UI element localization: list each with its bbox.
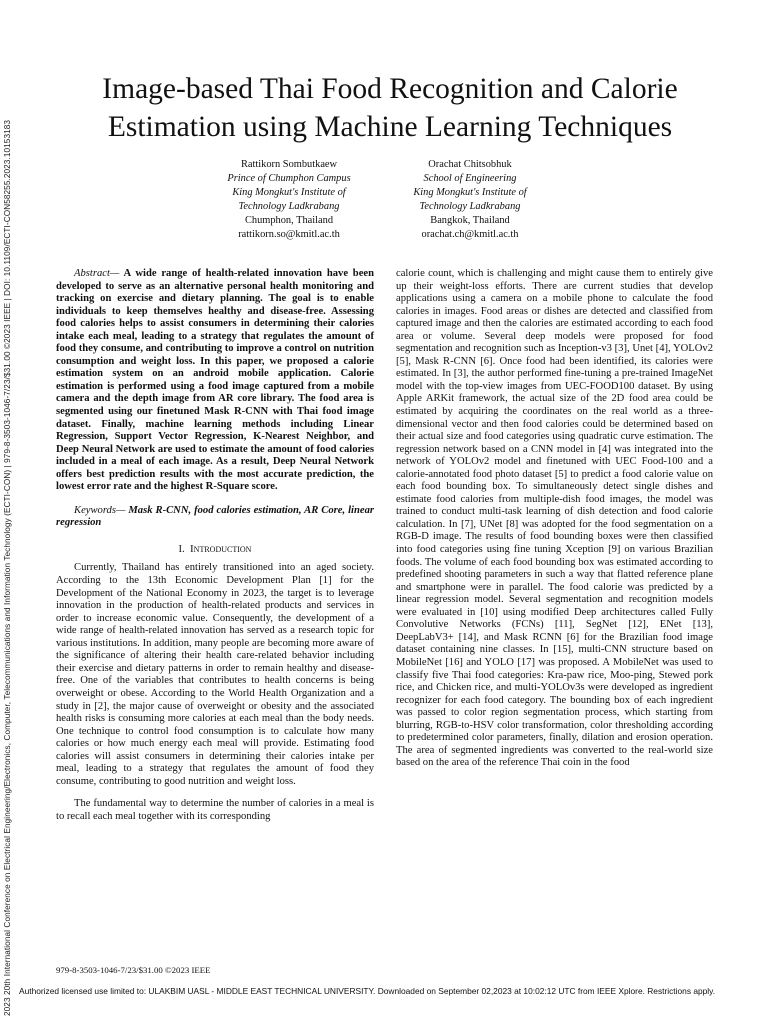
license-footer: Authorized licensed use limited to: ULAKBIM UASL - MIDDLE EAST TECHNICAL UNIVERSITY. Downloaded on September 02,2023 at 10:02:12 UTC from IEEE Xplore. Restrictions apply. [19, 986, 716, 996]
left-column [56, 268, 374, 823]
title-line-1: Image-based Thai Food Recognition and Calorie [102, 73, 678, 105]
author-block-1 [209, 158, 369, 242]
author-email: rattikorn.so@kmitl.ac.th [238, 229, 340, 240]
author-affiliation: Prince of Chumphon Campus [227, 173, 351, 184]
intro-paragraph-1: Currently, Thailand has entirely transitioned into an aged society. According to the 13th Economic Development Plan [1] for the Development of the National Economy in 2023, the target is to leverage innovation in the production of health-related products and services in order to increase economic value. Consequently, the development of a wide range of health-related innovation has served as a research topic for various institutions. In addition, many people are becoming more aware of the significance of altering their health care-related behavior including their exercise and dietary patterns in order to remain healthy and disease-free. One of the variables that contributes to health concerns is being overweight or obese. According to the World Health Organization and a study in [2], the major cause of overweight or obesity and the associated health risks is consuming more calories at each meal than the body needs. One technique to control food consumption is to calculate how many calories or how much energy each meal will provide. Estimating food calories will assist consumers in determining their calories intake per meal, leading to a strategy that regulates the amount of food they consume, contributing to good nutrition and weight loss. [56, 562, 374, 787]
abstract-text: A wide range of health-related innovation have been developed to serve as an alternative personal health monitoring and tracking on exercise and dietary planning. The goal is to enable individuals to keep themselves healthy and disease-free. Assessing food calories helps to assist consumers in determining their calories intake each meal, leading to a strategy that regulates the amount of food they consume, and contributing to improve a control on nutrition consumption and weight loss. In this paper, we proposed a calorie estimation system on an android mobile application. Calorie estimation is performed using a food image captured from a mobile camera and the depth image from AR core library. The food area is segmented using our finetuned Mask R-CNN with Thai food image dataset. Finally, machine learning methods including Linear Regression, Support Vector Regression, K-Nearest Neighbor, and Deep Neural Network are used to estimate the amount of food calories included in a meal of each image. As a result, Deep Neural Network offers best prediction results with the most accurate prediction, the lowest error rate and the highest R-Square score. [56, 268, 374, 493]
section-heading [56, 543, 374, 557]
doi-side-strip [0, 0, 20, 1024]
author-name: Orachat Chitsobhuk [428, 159, 512, 170]
copyright-line: 979-8-3503-1046-7/23/$31.00 ©2023 IEEE [56, 965, 211, 975]
author-email: orachat.ch@kmitl.ac.th [421, 229, 519, 240]
keywords-text: Mask R-CNN, food calories estimation, AR Core, linear regression [56, 504, 374, 529]
author-name: Rattikorn Sombutkaew [240, 159, 338, 170]
abstract [56, 268, 374, 494]
author-block-2 [390, 158, 550, 242]
author-city: Bangkok, Thailand [430, 215, 510, 226]
section-title: Introduction [190, 542, 252, 555]
author-affiliation: King Mongkut's Institute of [413, 187, 527, 198]
keywords [56, 505, 374, 530]
author-affiliation: King Mongkut's Institute of [232, 187, 346, 198]
right-column-paragraph: calorie count, which is challenging and might cause them to entirely give up their weight-loss efforts. There are current studies that develop applications using a camera on a mobile phone to calculate the food calories in images. Food areas or dishes are detected and classified from captured image and then the calories are estimated according to each food area or volume. Several deep models were proposed for food segmentation and recognition such as Inception-v3 [3], Unet [4], YOLOv2 [5], Mask R-CNN [6]. Once food had been identified, its calories were estimated. In [3], the author performed fine-tuning a pre-trained ImageNet model with the top-view images from UEC-FOOD100 dataset. By using Apple ARKit framework, the actual size of the 2D food area could be estimated by acquiring the coordinates on the real world as a three-dimensional vector and then food calories could be determined based on their actual size and food categories using quadratic curve estimation. The regression network based on a CNN model in [4] was integrated into the network of YOLOv2 model and finetuned with UEC Food-100 and a calorie-annotated food photo dataset [5] to predict a food calorie value on each food bounding box. To simultaneously detect single dishes and estimate food calories from multiple-dish food images, the model was trained to conduct multi-task learning of dish detection and food calorie calculation. In [7], UNet [8] was adopted for the food segmentation on a RGB-D image. The results of food bounding boxes were then classified into food categories using fine tuning Xception [9] on various Brazilian foods. The volume of each food bounding box was estimated according to predefined shooting parameters in such a way that flatted reference plane and smartphone were in parallel. The food calorie was predicted by a linear regression model. Several segmentation and recognition models were evaluated in [10] using modified Deep architectures called Fully Convolutive Networks (FCNs) [11], SegNet [12], ENet [13], DeepLabV3+ [14], and Mask RCNN [6] for the Brazilian food image dataset containing nine classes. In [15], multi-CNN structure based on MobileNet [16] and YOLO [17] was proposed. A MobileNet was used to classify five Thai food categories: Kra-paw rice, Moo-ping, Stewed pork rice, and Chicken rice, and multi-YOLOv3s were developed as ingredient recognizer for each food category. The bounding box of each ingredient was passed to color region segmentation process, which starting from blurring, RGB-to-HSV color transformation, color thresholding according to predetermined color parameters, finally, dilation and erosion operation. The area of segmented ingredients was converted to the real-world size based on the area of the reference Thai coin in the food [396, 268, 713, 769]
author-affiliation: Technology Ladkrabang [419, 201, 521, 212]
keywords-label: Keywords— [74, 504, 126, 516]
author-affiliation: Technology Ladkrabang [238, 201, 340, 212]
title-line-2: Estimation using Machine Learning Techniques [107, 111, 673, 143]
paper-title [40, 70, 740, 146]
doi-side-text: 2023 20th International Conference on Electrical Engineering/Electronics, Computer, Telecommunications and Information Technology (ECTI-CON) | 979-8-3503-1046-7/23/$31.00 ©2023 IEEE | DOI: 10.1109/ECTI-CON58255.2023.10153183 [3, 119, 12, 1016]
right-column [396, 268, 713, 770]
section-number: I. [178, 543, 185, 555]
author-affiliation: School of Engineering [423, 173, 517, 184]
abstract-label: Abstract— [74, 268, 120, 279]
intro-paragraph-2: The fundamental way to determine the number of calories in a meal is to recall each meal together with its corresponding [56, 798, 374, 822]
author-city: Chumphon, Thailand [244, 215, 334, 226]
